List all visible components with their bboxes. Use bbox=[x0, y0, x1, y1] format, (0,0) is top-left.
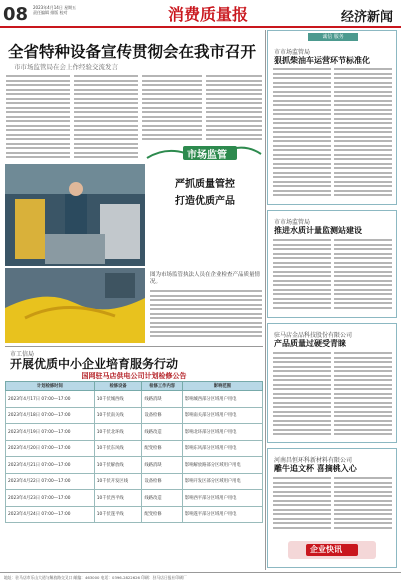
table-cell: 2023年4月23日 07:00—17:00 bbox=[6, 490, 95, 507]
table-cell: 10千伏西平线 bbox=[94, 490, 142, 507]
table-cell: 影响东风部分区域用户用电 bbox=[182, 440, 262, 457]
table-cell: 影响遂平部分区域用户用电 bbox=[182, 506, 262, 523]
right-story4-kicker: 河南昌恒环科新材料有限公司 bbox=[274, 457, 353, 464]
table-cell: 影响开发区部分区域用户用电 bbox=[182, 473, 262, 490]
right-story1-body1 bbox=[273, 68, 331, 200]
table-body bbox=[6, 391, 263, 523]
factory-photo-1 bbox=[5, 164, 145, 266]
right-story3-body2 bbox=[334, 352, 392, 440]
table-row bbox=[6, 457, 263, 474]
table-cell: 影响西平部分区域用户用电 bbox=[182, 490, 262, 507]
issue-date: 2023年4月14日 星期五 责任编辑 排版 校对 bbox=[33, 5, 77, 15]
feature-headline-2: 打造优质产品 bbox=[175, 196, 235, 207]
column-header: 影响范围 bbox=[182, 382, 262, 391]
table-cell: 2023年4月22日 07:00—17:00 bbox=[6, 473, 95, 490]
table-cell: 配变检修 bbox=[142, 440, 182, 457]
right-story-4 bbox=[267, 448, 397, 568]
table-cell: 影响北环部分区域用户用电 bbox=[182, 424, 262, 441]
right-story4-body1 bbox=[273, 477, 331, 535]
feature-headline-1: 严抓质量管控 bbox=[175, 179, 235, 190]
right-story2-headline: 推进水质计量监测站建设 bbox=[274, 225, 362, 235]
table-cell: 2023年4月24日 07:00—17:00 bbox=[6, 506, 95, 523]
right-story1-body2 bbox=[334, 68, 392, 200]
table-row bbox=[6, 490, 263, 507]
table-cell: 配变检修 bbox=[142, 506, 182, 523]
table-cell: 设备检修 bbox=[142, 473, 182, 490]
lead-body-col1 bbox=[6, 75, 70, 160]
table-cell: 10千伏遂平线 bbox=[94, 506, 142, 523]
right-story1-kicker: 市市场监管局 bbox=[274, 49, 311, 56]
table-header-row bbox=[6, 382, 263, 391]
section-title: 经济新闻 bbox=[340, 10, 393, 25]
lead-body-col3 bbox=[142, 75, 202, 141]
table-cell: 10千伏城西线 bbox=[94, 391, 142, 408]
table-row bbox=[6, 424, 263, 441]
table-row bbox=[6, 506, 263, 523]
table-cell: 影响城西部分区域用户用电 bbox=[182, 391, 262, 408]
outage-notice-title: 国网驻马店供电公司计划检修公告 bbox=[81, 372, 187, 380]
story-divider bbox=[5, 346, 263, 347]
table-row bbox=[6, 473, 263, 490]
column-header: 检修设备 bbox=[94, 382, 142, 391]
right-story2-body1 bbox=[273, 239, 331, 315]
table-cell: 2023年4月21日 07:00—17:00 bbox=[6, 457, 95, 474]
table-cell: 10千伏东风线 bbox=[94, 440, 142, 457]
enterprise-news-banner: 企业快讯 bbox=[288, 541, 376, 559]
table-cell: 设备检修 bbox=[142, 407, 182, 424]
right-story1-headline: 狠抓柴油车运营环节标准化 bbox=[274, 55, 370, 65]
column-header: 计划检修时间 bbox=[6, 382, 95, 391]
right-story2-kicker: 市市场监管局 bbox=[274, 219, 311, 226]
right-story3-kicker: 驻马店金品科技股份有限公司 bbox=[274, 332, 353, 339]
column-divider bbox=[265, 30, 266, 570]
table-cell: 影响南关部分区域用户用电 bbox=[182, 407, 262, 424]
lead-headline: 全省特种设备宣传贯彻会在我市召开 bbox=[8, 42, 257, 61]
header-rule bbox=[0, 26, 401, 28]
table-cell: 10千伏解放线 bbox=[94, 457, 142, 474]
column-header: 检修工作内容 bbox=[142, 382, 182, 391]
table-cell: 线路改造 bbox=[142, 490, 182, 507]
integrity-tag: 诚信 服务 bbox=[308, 33, 358, 41]
right-story2-body2 bbox=[334, 239, 392, 315]
photo-caption: 图为市场监管执法人员在企业检查产品质量情况。 bbox=[150, 272, 261, 285]
table-cell: 10千伏北环线 bbox=[94, 424, 142, 441]
table-cell: 影响解放路部分区域用户用电 bbox=[182, 457, 262, 474]
caption-body bbox=[150, 290, 262, 342]
right-story-3 bbox=[267, 323, 397, 443]
factory-photo-2 bbox=[5, 268, 145, 343]
lead-body-col4 bbox=[206, 75, 262, 141]
page-footer: 地址：驻马店市乐山大道与解放路交叉口 邮编：463000 电话：0396-2822626 印刷：驻马店日报社印刷厂 bbox=[0, 572, 401, 584]
table-cell: 10千伏开发区线 bbox=[94, 473, 142, 490]
right-story4-headline: 雕牛追文杯 喜摘桃入心 bbox=[274, 463, 357, 473]
table-cell: 10千伏南关线 bbox=[94, 407, 142, 424]
right-story3-body1 bbox=[273, 352, 331, 440]
table-cell: 2023年4月19日 07:00—17:00 bbox=[6, 424, 95, 441]
table-row bbox=[6, 391, 263, 408]
right-story-2 bbox=[267, 210, 397, 318]
table-row bbox=[6, 407, 263, 424]
table-cell: 线路消缺 bbox=[142, 457, 182, 474]
table-row bbox=[6, 440, 263, 457]
right-story3-headline: 产品质量过硬受青睐 bbox=[274, 338, 346, 348]
page-header bbox=[0, 0, 401, 26]
lead-body-col2 bbox=[74, 75, 138, 160]
page-number: 08 bbox=[3, 4, 29, 25]
story2-kicker: 市工信局 bbox=[10, 351, 35, 358]
right-story-1 bbox=[267, 30, 397, 205]
table-cell: 2023年4月18日 07:00—17:00 bbox=[6, 407, 95, 424]
right-story4-body2 bbox=[334, 477, 392, 535]
table-cell: 线路消缺 bbox=[142, 391, 182, 408]
table-cell: 2023年4月17日 07:00—17:00 bbox=[6, 391, 95, 408]
lead-subhead: 市市场监管局在会上作经验交流发言 bbox=[14, 63, 118, 71]
table-cell: 线路改造 bbox=[142, 424, 182, 441]
outage-schedule-table bbox=[5, 381, 263, 523]
market-supervision-banner: 市场监管 bbox=[145, 145, 263, 161]
story2-headline: 开展优质中小企业培育服务行动 bbox=[10, 357, 179, 371]
table-cell: 2023年4月20日 07:00—17:00 bbox=[6, 440, 95, 457]
masthead-logo: 消费质量报 bbox=[168, 5, 249, 24]
